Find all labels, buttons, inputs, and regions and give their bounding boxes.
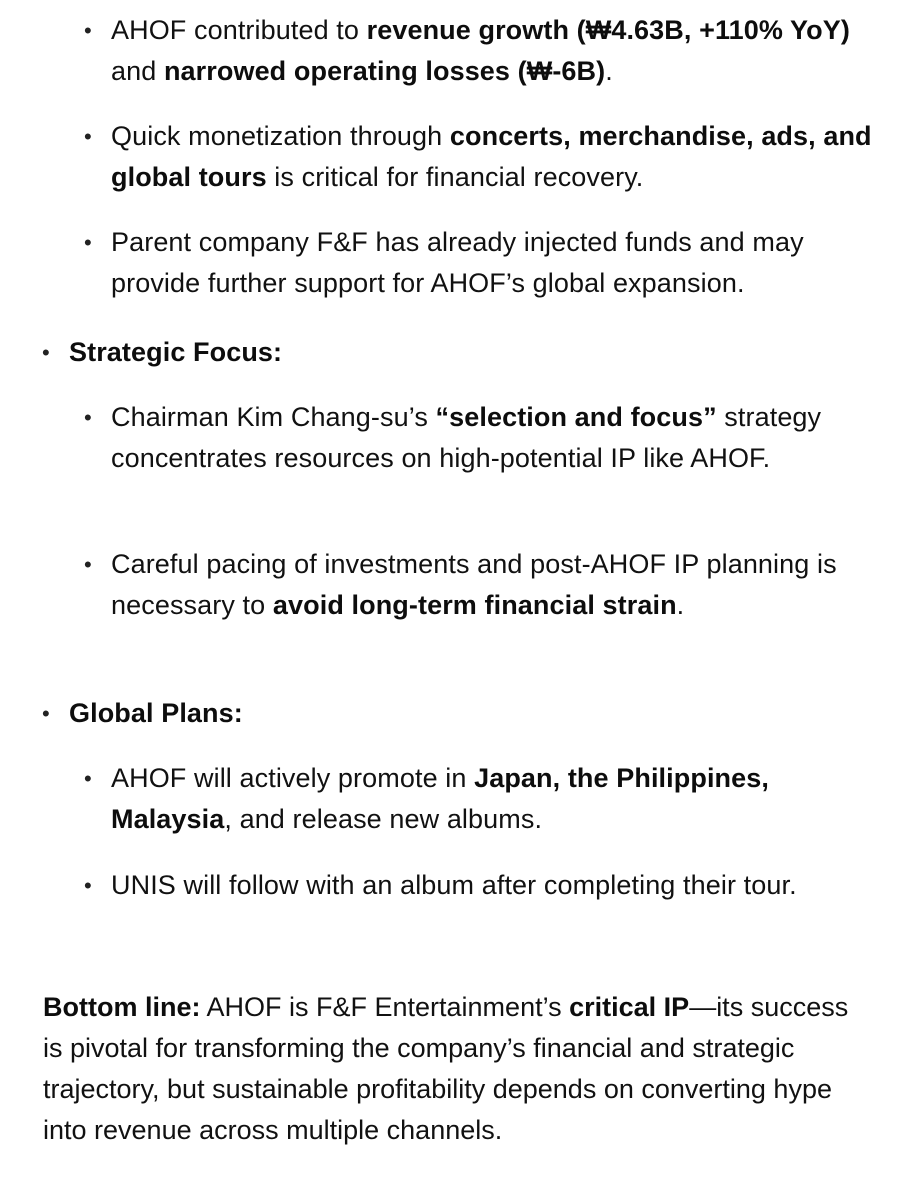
bold-run: “selection and focus” xyxy=(435,402,717,432)
bullet: • xyxy=(42,340,50,365)
bullet-text xyxy=(111,397,881,479)
bullet-text xyxy=(111,222,881,304)
bottom-line-paragraph xyxy=(43,987,873,1151)
bold-run: Bottom line: xyxy=(43,992,201,1022)
bullet-text xyxy=(111,544,881,626)
bullet: • xyxy=(84,873,92,898)
section-heading: Strategic Focus: xyxy=(69,337,283,367)
bullet: • xyxy=(84,766,92,791)
bullet-text xyxy=(111,865,881,906)
bullet-text xyxy=(111,758,881,840)
text-run: Careful pacing of investments and post-AHOF IP planning is necessary to xyxy=(111,549,837,620)
bullet: • xyxy=(42,701,50,726)
bullet: • xyxy=(84,230,92,255)
bullet-text xyxy=(111,116,881,198)
bold-run: revenue growth (₩4.63B, +110% YoY) xyxy=(366,15,850,45)
text-run: is critical for financial recovery. xyxy=(266,162,644,192)
text-run: and xyxy=(111,56,164,86)
bullet: • xyxy=(84,124,92,149)
bullet-text xyxy=(111,10,881,92)
text-run: AHOF is F&F Entertainment’s xyxy=(200,992,570,1022)
text-run: . xyxy=(676,590,685,620)
text-run: strategy concentrates resources on high-potential IP like AHOF. xyxy=(111,402,822,473)
text-run: Quick monetization through xyxy=(111,121,450,151)
text-run: AHOF will actively promote in xyxy=(111,763,475,793)
text-run: UNIS will follow with an album after completing their tour. xyxy=(111,870,797,900)
text-run: —its success is pivotal for transforming the company’s financial and strategic trajectory, but sustainable profitability depends on converting hype into revenue across multiple channels. xyxy=(43,992,849,1145)
bold-run: Japan, the Philippines, Malaysia xyxy=(111,763,769,834)
bold-run: critical IP xyxy=(569,992,690,1022)
text-run: AHOF contributed to xyxy=(111,15,367,45)
bold-run: concerts, merchandise, ads, and global tours xyxy=(111,121,872,192)
bullet: • xyxy=(84,552,92,577)
section-heading: Global Plans: xyxy=(69,698,243,728)
bullet: • xyxy=(84,405,92,430)
bold-run: avoid long-term financial strain xyxy=(272,590,677,620)
text-run: Parent company F&F has already injected funds and may provide further support for AHOF’s global expansion. xyxy=(111,227,804,298)
text-run: . xyxy=(605,56,613,86)
text-run: , and release new albums. xyxy=(224,804,543,834)
bold-run: narrowed operating losses (₩-6B) xyxy=(163,56,606,86)
text-run: Chairman Kim Chang-su’s xyxy=(111,402,436,432)
bullet: • xyxy=(84,18,92,43)
